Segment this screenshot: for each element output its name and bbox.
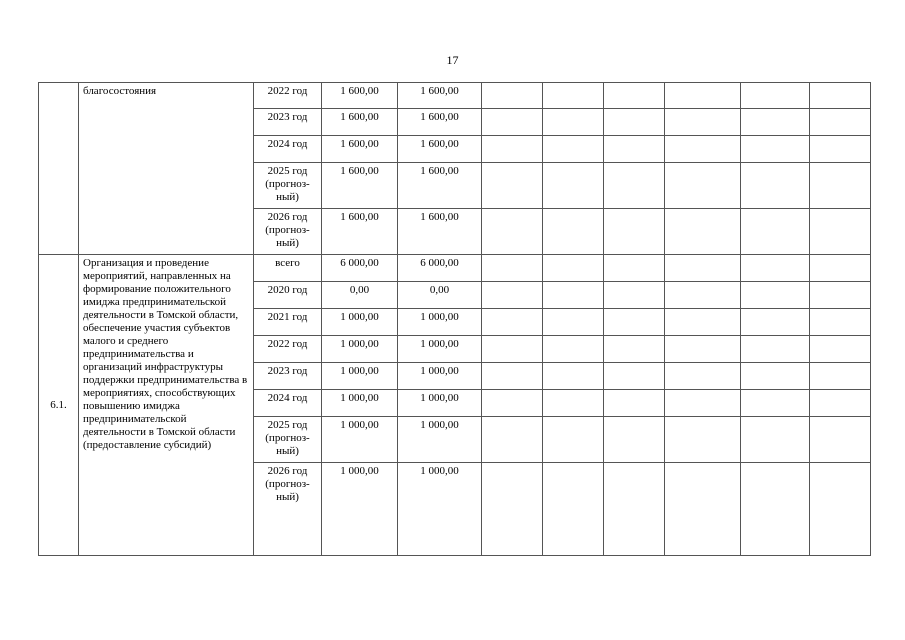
empty-cell bbox=[604, 390, 665, 417]
empty-cell bbox=[741, 83, 810, 109]
empty-cell bbox=[604, 255, 665, 282]
empty-cell bbox=[741, 282, 810, 309]
empty-cell bbox=[543, 109, 604, 136]
item-number-cell: 6.1. bbox=[39, 255, 79, 556]
empty-cell bbox=[741, 136, 810, 163]
item-number-cell bbox=[39, 83, 79, 255]
empty-cell bbox=[604, 163, 665, 209]
empty-cell bbox=[665, 163, 741, 209]
item-description-cell: Организация и проведение мероприятий, направленных на формирование положительного имиджа предпринимательской деятельности в Томской области, обеспечение участия субъектов малого и среднего предпринимательства и организаций инфраструктуры поддержки предпринимательства в мероприятиях, способствующих повышению имиджа предпринимательской деятельности в Томской области (предоставление субсидий) bbox=[79, 255, 254, 556]
empty-cell bbox=[665, 282, 741, 309]
empty-cell bbox=[741, 463, 810, 556]
empty-cell bbox=[482, 83, 543, 109]
total-value-cell: 1 600,00 bbox=[322, 83, 398, 109]
empty-cell bbox=[604, 83, 665, 109]
empty-cell bbox=[665, 83, 741, 109]
total-value-cell: 1 600,00 bbox=[322, 163, 398, 209]
empty-cell bbox=[810, 109, 871, 136]
empty-cell bbox=[543, 209, 604, 255]
table-row bbox=[39, 255, 871, 282]
total-value-cell: 0,00 bbox=[322, 282, 398, 309]
total-value-cell: 1 000,00 bbox=[322, 363, 398, 390]
regional-value-cell: 1 600,00 bbox=[398, 136, 482, 163]
year-cell: 2026 год (прогноз-ный) bbox=[254, 463, 322, 556]
empty-cell bbox=[482, 163, 543, 209]
empty-cell bbox=[810, 390, 871, 417]
empty-cell bbox=[543, 309, 604, 336]
empty-cell bbox=[810, 336, 871, 363]
year-cell: 2024 год bbox=[254, 390, 322, 417]
total-value-cell: 1 600,00 bbox=[322, 109, 398, 136]
empty-cell bbox=[810, 463, 871, 556]
regional-value-cell: 1 000,00 bbox=[398, 390, 482, 417]
total-value-cell: 1 600,00 bbox=[322, 209, 398, 255]
year-cell: 2025 год (прогноз-ный) bbox=[254, 417, 322, 463]
empty-cell bbox=[482, 390, 543, 417]
regional-value-cell: 1 000,00 bbox=[398, 417, 482, 463]
empty-cell bbox=[665, 363, 741, 390]
regional-value-cell: 1 600,00 bbox=[398, 109, 482, 136]
empty-cell bbox=[741, 309, 810, 336]
empty-cell bbox=[482, 363, 543, 390]
empty-cell bbox=[604, 336, 665, 363]
regional-value-cell: 1 600,00 bbox=[398, 163, 482, 209]
year-cell: 2023 год bbox=[254, 363, 322, 390]
empty-cell bbox=[741, 163, 810, 209]
empty-cell bbox=[665, 463, 741, 556]
regional-value-cell: 6 000,00 bbox=[398, 255, 482, 282]
empty-cell bbox=[543, 282, 604, 309]
empty-cell bbox=[810, 363, 871, 390]
empty-cell bbox=[665, 417, 741, 463]
empty-cell bbox=[810, 136, 871, 163]
empty-cell bbox=[665, 390, 741, 417]
empty-cell bbox=[665, 309, 741, 336]
empty-cell bbox=[665, 209, 741, 255]
empty-cell bbox=[810, 163, 871, 209]
empty-cell bbox=[741, 363, 810, 390]
empty-cell bbox=[482, 255, 543, 282]
regional-value-cell: 1 000,00 bbox=[398, 463, 482, 556]
empty-cell bbox=[543, 83, 604, 109]
empty-cell bbox=[604, 282, 665, 309]
empty-cell bbox=[665, 136, 741, 163]
regional-value-cell: 1 000,00 bbox=[398, 336, 482, 363]
empty-cell bbox=[604, 309, 665, 336]
year-cell: 2022 год bbox=[254, 336, 322, 363]
empty-cell bbox=[604, 417, 665, 463]
table-body bbox=[39, 83, 871, 556]
regional-value-cell: 1 000,00 bbox=[398, 309, 482, 336]
empty-cell bbox=[741, 417, 810, 463]
year-cell: 2026 год (прогноз-ный) bbox=[254, 209, 322, 255]
empty-cell bbox=[482, 209, 543, 255]
empty-cell bbox=[543, 163, 604, 209]
empty-cell bbox=[482, 336, 543, 363]
empty-cell bbox=[604, 363, 665, 390]
total-value-cell: 1 000,00 bbox=[322, 463, 398, 556]
page-number: 17 bbox=[446, 53, 459, 67]
empty-cell bbox=[741, 209, 810, 255]
year-cell: 2025 год (прогноз-ный) bbox=[254, 163, 322, 209]
empty-cell bbox=[543, 336, 604, 363]
year-cell: всего bbox=[254, 255, 322, 282]
year-cell: 2020 год bbox=[254, 282, 322, 309]
empty-cell bbox=[543, 363, 604, 390]
empty-cell bbox=[604, 463, 665, 556]
empty-cell bbox=[482, 109, 543, 136]
empty-cell bbox=[665, 255, 741, 282]
empty-cell bbox=[482, 282, 543, 309]
total-value-cell: 1 600,00 bbox=[322, 136, 398, 163]
empty-cell bbox=[810, 309, 871, 336]
total-value-cell: 6 000,00 bbox=[322, 255, 398, 282]
empty-cell bbox=[741, 109, 810, 136]
year-cell: 2023 год bbox=[254, 109, 322, 136]
empty-cell bbox=[810, 417, 871, 463]
empty-cell bbox=[543, 417, 604, 463]
regional-value-cell: 1 000,00 bbox=[398, 363, 482, 390]
empty-cell bbox=[741, 255, 810, 282]
empty-cell bbox=[543, 390, 604, 417]
empty-cell bbox=[543, 136, 604, 163]
total-value-cell: 1 000,00 bbox=[322, 309, 398, 336]
total-value-cell: 1 000,00 bbox=[322, 417, 398, 463]
regional-value-cell: 1 600,00 bbox=[398, 83, 482, 109]
budget-table bbox=[38, 82, 871, 556]
empty-cell bbox=[665, 109, 741, 136]
empty-cell bbox=[604, 209, 665, 255]
empty-cell bbox=[741, 390, 810, 417]
empty-cell bbox=[810, 255, 871, 282]
year-cell: 2021 год bbox=[254, 309, 322, 336]
year-cell: 2024 год bbox=[254, 136, 322, 163]
empty-cell bbox=[482, 136, 543, 163]
item-description-cell: благосостояния bbox=[79, 83, 254, 255]
total-value-cell: 1 000,00 bbox=[322, 336, 398, 363]
table-row bbox=[39, 83, 871, 109]
empty-cell bbox=[543, 463, 604, 556]
empty-cell bbox=[482, 463, 543, 556]
empty-cell bbox=[482, 417, 543, 463]
empty-cell bbox=[810, 83, 871, 109]
empty-cell bbox=[604, 109, 665, 136]
regional-value-cell: 1 600,00 bbox=[398, 209, 482, 255]
total-value-cell: 1 000,00 bbox=[322, 390, 398, 417]
empty-cell bbox=[741, 336, 810, 363]
empty-cell bbox=[604, 136, 665, 163]
year-cell: 2022 год bbox=[254, 83, 322, 109]
empty-cell bbox=[810, 209, 871, 255]
empty-cell bbox=[543, 255, 604, 282]
empty-cell bbox=[665, 336, 741, 363]
empty-cell bbox=[482, 309, 543, 336]
regional-value-cell: 0,00 bbox=[398, 282, 482, 309]
empty-cell bbox=[810, 282, 871, 309]
